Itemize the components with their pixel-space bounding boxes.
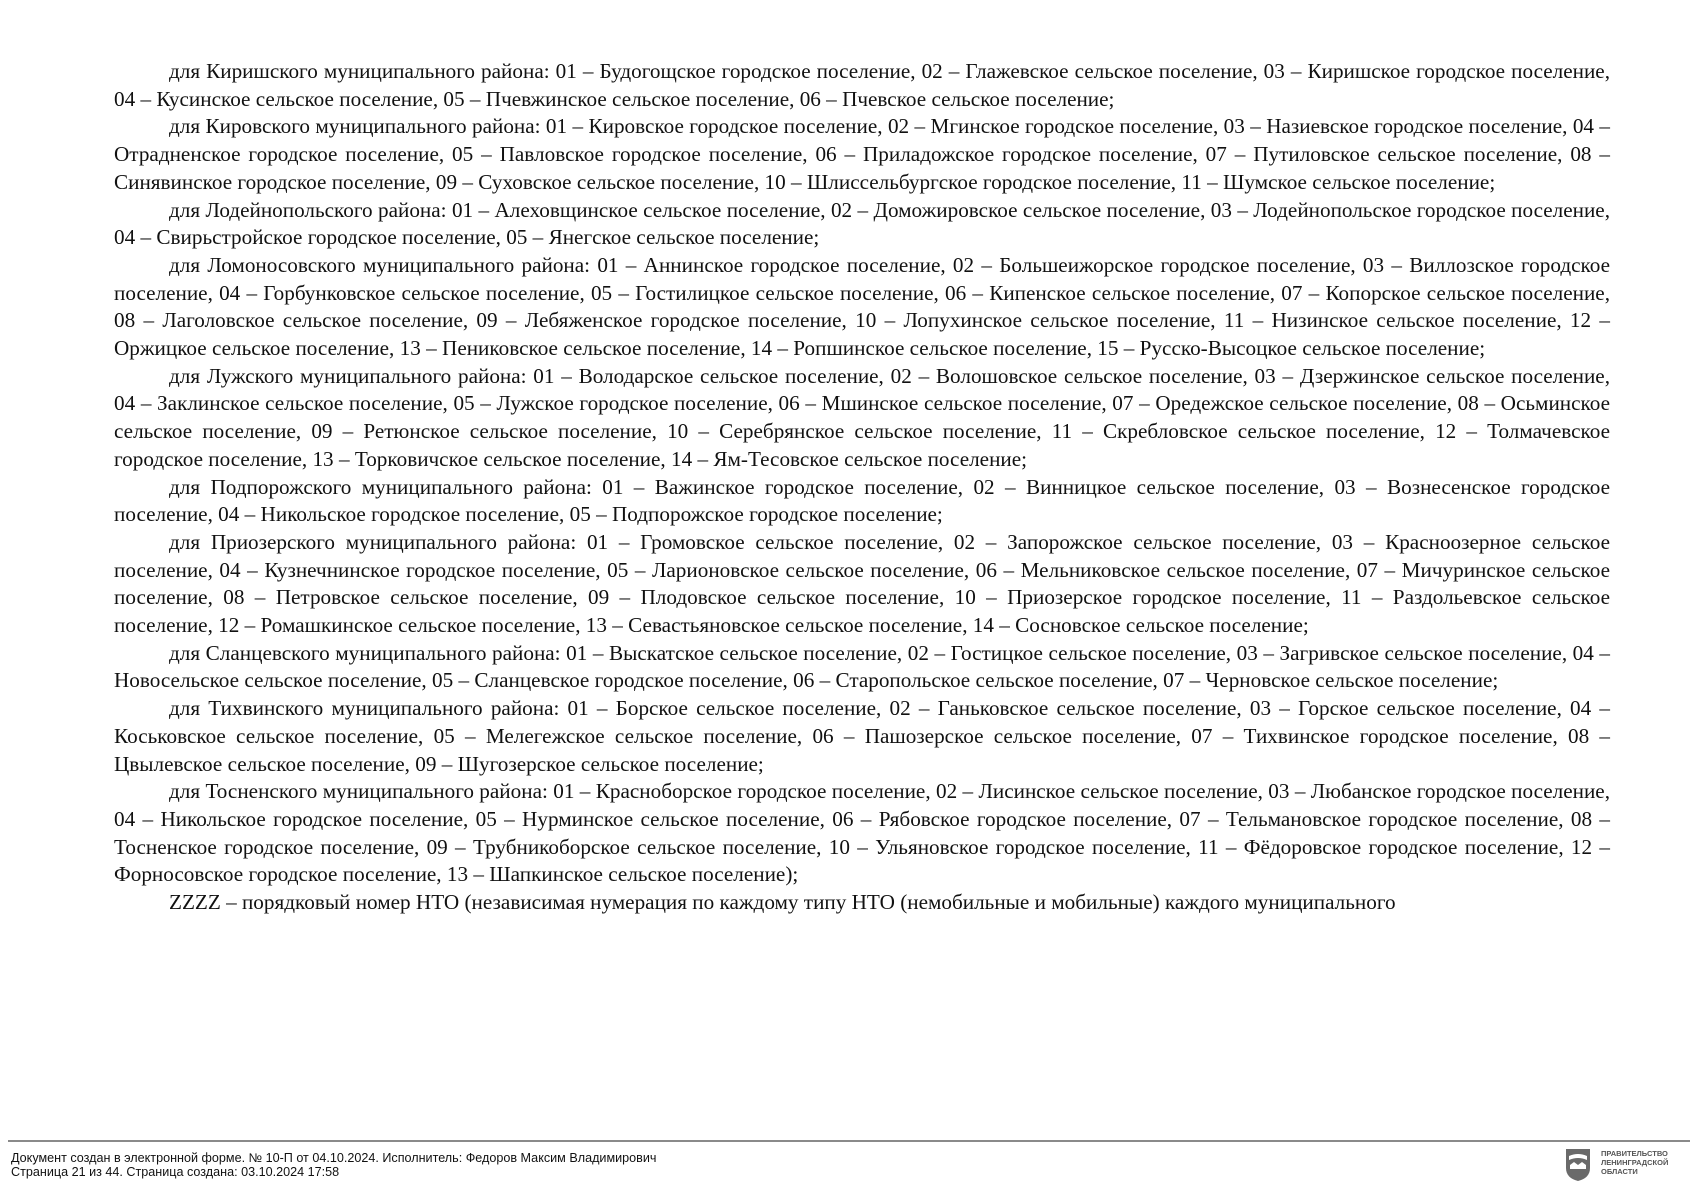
paragraph-zzzz-definition: ZZZZ – порядковый номер НТО (независимая нумерация по каждому типу НТО (немобильные и мобильные) каждого муниципального <box>169 890 1396 915</box>
paragraph-kirishi-district: для Киришского муниципального района: 01 – Будогощское городское поселение, 02 – Глажевское сельское поселение, 03 – Киришское городское поселение, 04 – Кусинское сельское поселение, 05 – Пчевжинское сельское поселение, 06 – Пчевское сельское поселение; <box>114 59 1610 111</box>
page-footer <box>11 1151 656 1179</box>
paragraph-lomonosov-district: для Ломоносовского муниципального района: 01 – Аннинское городское поселение, 02 – Большеижорское городское поселение, 03 – Виллозское городское поселение, 04 – Горбунковское сельское поселение, 05 – Гостилицкое сельское поселение, 06 – Кипенское сельское поселение, 07 – Копорское сельское поселение, 08 – Лаголовское сельское поселение, 09 – Лебяженское городское поселение, 10 – Лопухинское сельское поселение, 11 – Низинское сельское поселение, 12 – Оржицкое сельское поселение, 13 – Пениковское сельское поселение, 14 – Ропшинское сельское поселение, 15 – Русско-Высоцкое сельское поселение; <box>114 252 1610 361</box>
paragraph-luga-district: для Лужского муниципального района: 01 – Володарское сельское поселение, 02 – Волошовское сельское поселение, 03 – Дзержинское сельское поселение, 04 – Заклинское сельское поселение, 05 – Лужское городское поселение, 06 – Мшинское сельское поселение, 07 – Оредежское сельское поселение, 08 – Осьминское сельское поселение, 09 – Ретюнское сельское поселение, 10 – Серебрянское сельское поселение, 11 – Скребловское сельское поселение, 12 – Толмачевское городское поселение, 13 – Торковичское сельское поселение, 14 – Ям-Тесовское сельское поселение; <box>114 363 1610 471</box>
paragraph-priozersk-district: для Приозерского муниципального района: 01 – Громовское сельское поселение, 02 – Запорожское сельское поселение, 03 – Красноозерное сельское поселение, 04 – Кузнечнинское городское поселение, 05 – Ларионовское сельское поселение, 06 – Мельниковское сельское поселение, 07 – Мичуринское сельское поселение, 08 – Петровское сельское поселение, 09 – Плодовское сельское поселение, 10 – Приозерское городское поселение, 11 – Раздольевское сельское поселение, 12 – Ромашкинское сельское поселение, 13 – Севастьяновское сельское поселение, 14 – Сосновское сельское поселение; <box>114 529 1610 638</box>
logo-caption <box>1601 1149 1695 1176</box>
coat-of-arms-icon <box>1565 1148 1591 1182</box>
paragraph-podporozhye-district: для Подпорожского муниципального района: 01 – Важинское городское поселение, 02 – Винницкое сельское поселение, 03 – Вознесенское городское поселение, 04 – Никольское городское поселение, 05 – Подпорожское городское поселение; <box>114 474 1610 527</box>
paragraph-kirovsk-district: для Кировского муниципального района: 01 – Кировское городское поселение, 02 – Мгинское городское поселение, 03 – Назиевское городское поселение, 04 – Отрадненское городское поселение, 05 – Павловское городское поселение, 06 – Приладожское городское поселение, 07 – Путиловское сельское поселение, 08 – Синявинское городское поселение, 09 – Суховское сельское поселение, 10 – Шлиссельбургское городское поселение, 11 – Шумское сельское поселение; <box>114 114 1610 194</box>
logo-line-3: ОБЛАСТИ <box>1601 1167 1638 1176</box>
paragraph-tikhvin-district: для Тихвинского муниципального района: 01 – Борское сельское поселение, 02 – Ганьковское сельское поселение, 03 – Горское сельское поселение, 04 – Коськовское сельское поселение, 05 – Мелегежское сельское поселение, 06 – Пашозерское сельское поселение, 07 – Тихвинское городское поселение, 08 – Цвылевское сельское поселение, 09 – Шугозерское сельское поселение; <box>114 696 1610 776</box>
footer-page-info: Страница 21 из 44. Страница создана: 03.10.2024 17:58 <box>11 1165 340 1179</box>
logo-line-2: ЛЕНИНГРАДСКОЙ <box>1601 1158 1669 1167</box>
paragraph-slantsy-district: для Сланцевского муниципального района: 01 – Выскатское сельское поселение, 02 – Гостицкое сельское поселение, 03 – Загривское сельское поселение, 04 – Новосельское сельское поселение, 05 – Сланцевское городское поселение, 06 – Старопольское сельское поселение, 07 – Черновское сельское поселение; <box>114 640 1610 693</box>
paragraph-tosno-district: для Тосненского муниципального района: 01 – Красноборское городское поселение, 02 – Лисинское сельское поселение, 03 – Любанское городское поселение, 04 – Никольское городское поселение, 05 – Нурминское сельское поселение, 06 – Рябовское городское поселение, 07 – Тельмановское городское поселение, 08 – Тосненское городское поселение, 09 – Трубникоборское сельское поселение, 10 – Ульяновское городское поселение, 11 – Фёдоровское городское поселение, 12 – Форносовское городское поселение, 13 – Шапкинское сельское поселение); <box>114 779 1610 887</box>
footer-document-info: Документ создан в электронной форме. № 10-П от 04.10.2024. Исполнитель: Федоров Максим Владимирович <box>11 1151 657 1165</box>
footer-divider <box>8 1140 1690 1142</box>
document-body <box>114 58 1610 917</box>
logo-line-1: ПРАВИТЕЛЬСТВО <box>1601 1149 1668 1158</box>
paragraph-lodeynoye-pole-district: для Лодейнопольского района: 01 – Алеховщинское сельское поселение, 02 – Доможировское сельское поселение, 03 – Лодейнопольское городское поселение, 04 – Свирьстройское городское поселение, 05 – Янегское сельское поселение; <box>114 197 1610 250</box>
government-logo <box>1565 1148 1695 1188</box>
